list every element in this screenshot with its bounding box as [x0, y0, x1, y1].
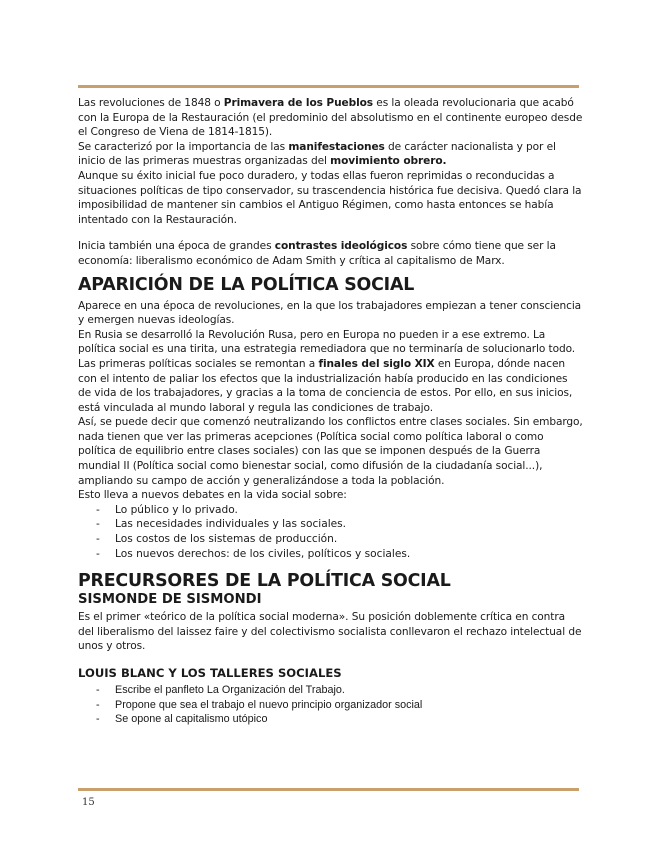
aparicion-paragraph-3: Las primeras políticas sociales se remontan a finales del siglo XIX en Europa, dónde nacen con el intento de paliar los efectos que la industrialización había producido en las condiciones de vida de los trabajadores, y gracias a la toma de conciencia de estos. Por ello, en sus inicios, está vinculada al mundo laboral y regula las condiciones de trabajo. — [78, 357, 573, 414]
aparicion-paragraph-5: Esto lleva a nuevos debates en la vida social sobre: — [78, 489, 347, 502]
intro-paragraph-1: Las revoluciones de 1848 o Primavera de los Pueblos es la oleada revolucionaria que acabó con la Europa de la Restauración (el predominio del absolutismo en el continente europeo desde el Congreso de Viena de 1814-1815). — [78, 97, 583, 139]
sismondi-paragraph: Es el primer «teórico de la política social moderna». Su posición doblemente crítica en contra del liberalismo del laissez faire y del colectivismo socialista conllevaron el rechazo intelectual de unos y otros. — [78, 611, 582, 653]
list-item: - Escribe el panfleto La Organización del Trabajo. — [96, 684, 345, 696]
subheading-sismondi: SISMONDE DE SISMONDI — [78, 592, 262, 608]
intro-paragraph-4: Inicia también una época de grandes contrastes ideológicos sobre cómo tiene que ser la economía: liberalismo económico de Adam Smith y crítica al capitalismo de Marx. — [78, 240, 556, 267]
aparicion-paragraph-4: Así, se puede decir que comenzó neutralizando los conflictos entre clases sociales. Sin embargo, nada tienen que ver las primeras acepciones (Política social como política laboral o como política de equilibrio entre clases sociales) con las que se imponen después de la Guerra mundial II (Política social como bienestar social, como difusión de la ciudadanía social...), ampliando su campo de acción y generalizándose a toda la población. — [78, 416, 583, 487]
bullet-dash: - — [96, 503, 100, 516]
list-item: - Propone que sea el trabajo el nuevo principio organizador social — [96, 698, 423, 711]
list-item: - Los costos de los sistemas de producción. — [96, 533, 338, 546]
page-content — [78, 96, 583, 727]
list-item: - Las necesidades individuales y las sociales. — [96, 518, 347, 531]
top-divider — [78, 85, 579, 88]
bullet-dash: - — [96, 533, 100, 546]
list-item: - Se opone al capitalismo utópico — [96, 713, 268, 726]
bullet-dash: - — [96, 684, 100, 696]
list-item: - Los nuevos derechos: de los civiles, políticos y sociales. — [96, 547, 411, 560]
bullet-dash: - — [96, 698, 100, 711]
list-item: - Lo público y lo privado. — [96, 503, 238, 516]
bullet-dash: - — [96, 713, 100, 726]
aparicion-paragraph-1: Aparece en una época de revoluciones, en la que los trabajadores empiezan a tener consciencia y emergen nuevas ideologías. — [78, 299, 582, 327]
intro-paragraph-3: Aunque su éxito inicial fue poco duradero, y todas ellas fueron reprimidas o reconducidas a situaciones políticas de tipo conservador, su trascendencia histórica fue decisiva. Quedó clara la imposibilidad de mantener sin cambios el Antiguo Régimen, como hasta entonces se había intentado con la Restauración. — [78, 169, 582, 226]
subheading-blanc: LOUIS BLANC Y LOS TALLERES SOCIALES — [78, 666, 342, 680]
bullet-dash: - — [96, 547, 100, 560]
section-heading-aparicion: APARICIÓN DE LA POLÍTICA SOCIAL — [78, 274, 415, 295]
aparicion-paragraph-2: En Rusia se desarrolló la Revolución Rusa, pero en Europa no pueden ir a ese extremo. La política social es una tirita, una estrategia remediadora que no terminaría de solucionarlo todo. — [78, 328, 576, 356]
section-heading-precursores: PRECURSORES DE LA POLÍTICA SOCIAL — [78, 571, 451, 592]
intro-paragraph-2: Se caracterizó por la importancia de las manifestaciones de carácter nacionalista y por el inicio de las primeras muestras organizadas del movimiento obrero. — [78, 140, 556, 168]
bottom-divider — [78, 788, 579, 791]
debates-list — [78, 503, 583, 561]
bullet-dash: - — [96, 518, 100, 531]
blanc-list — [78, 683, 583, 727]
page-number: 15 — [82, 797, 95, 808]
